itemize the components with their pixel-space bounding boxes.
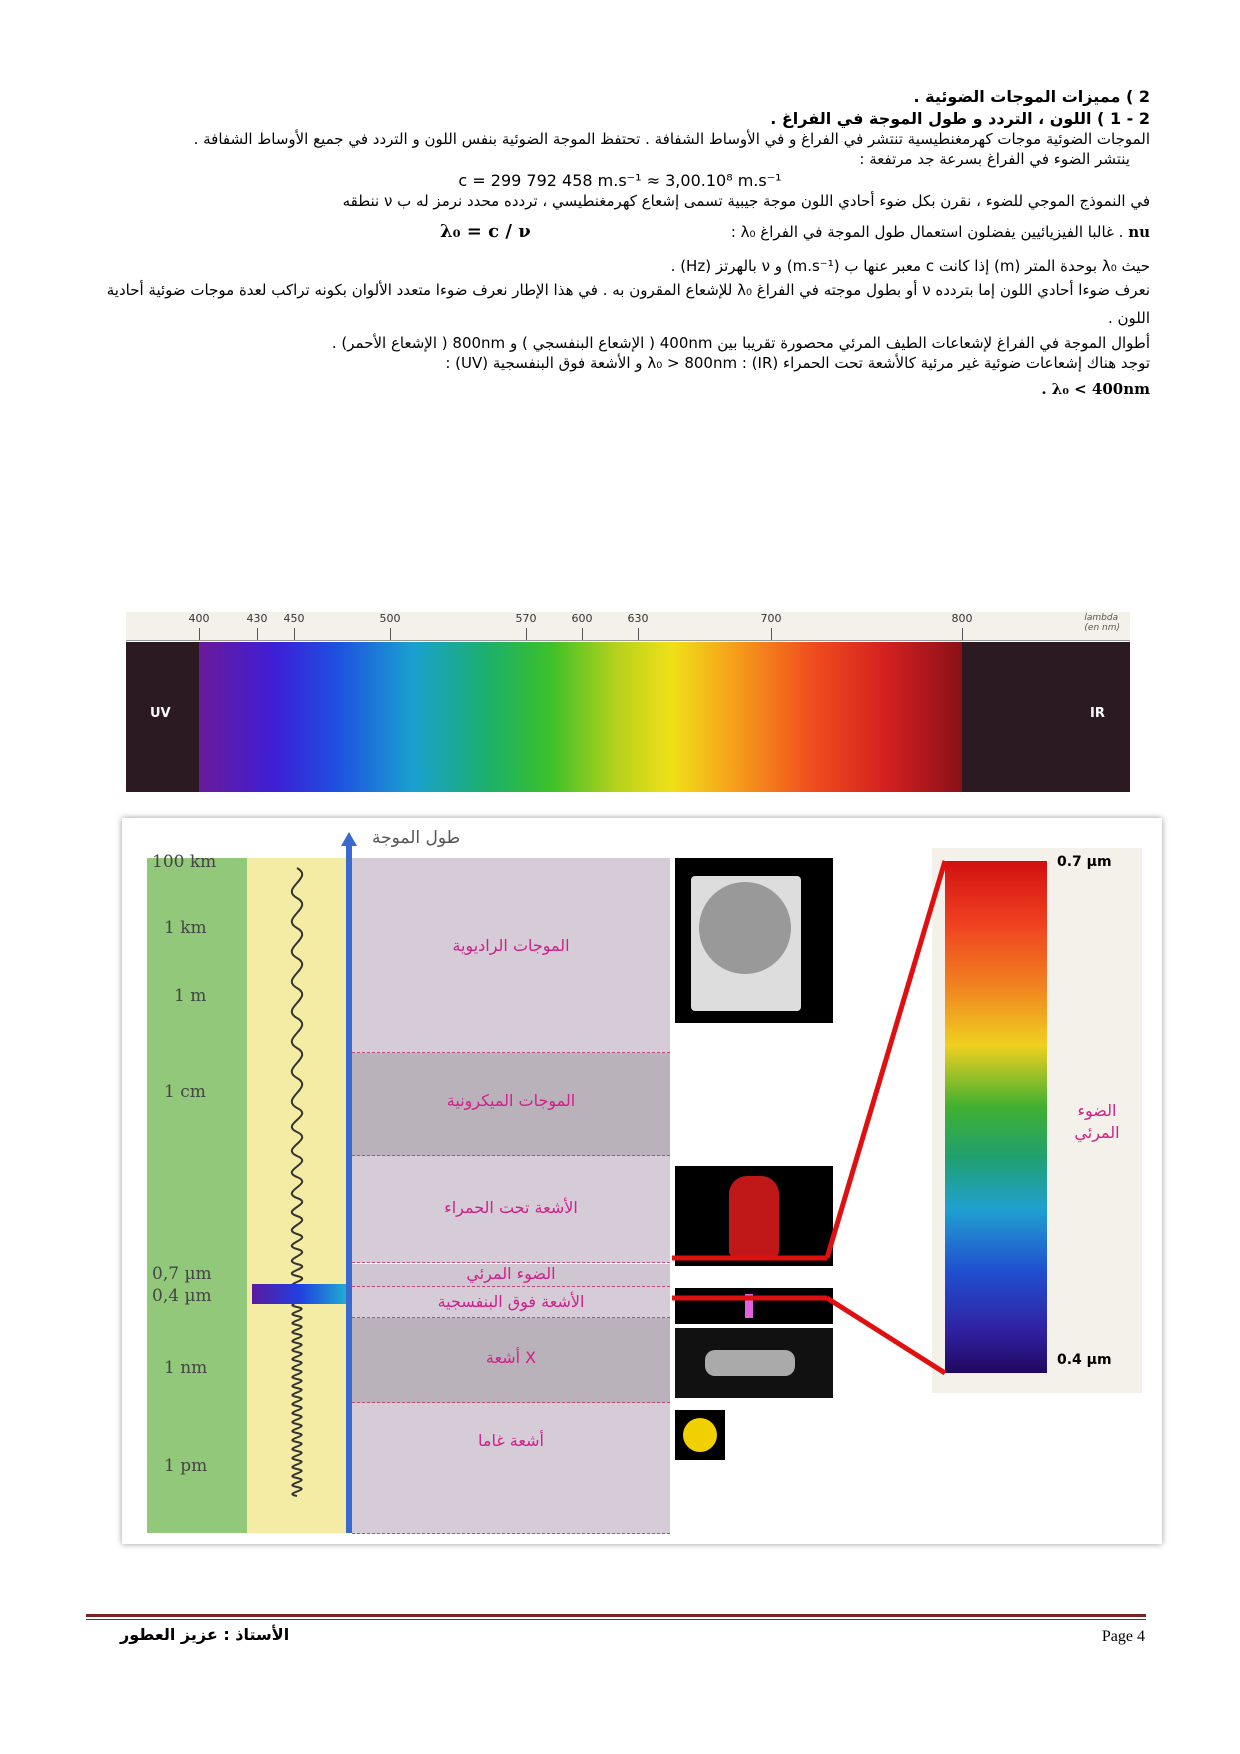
- tick-label: 600: [571, 612, 593, 625]
- paragraph-waves: الموجات الضوئية موجات كهرمغنطيسية تنتشر في الفراغ و في الأوساط الشفافة . تحتفظ الموجة الضوئية بنفس اللون و التردد في جميع الأوساط الشفافة .: [193, 130, 1150, 149]
- tick-label: 400: [188, 612, 210, 625]
- footer-rule: [86, 1614, 1146, 1617]
- scale-label: 0,4 µm: [152, 1286, 212, 1306]
- spectrum-bar: [126, 642, 1130, 792]
- paragraph-units: حيث λ₀ بوحدة المتر (m) إذا كانت c معبر عنها ب (m.s⁻¹) و ν بالهرتز (Hz) .: [670, 256, 1150, 275]
- scale-label: 1 km: [164, 918, 207, 938]
- electromagnetic-spectrum-figure: [122, 818, 1162, 1544]
- paragraph-speed-intro: ينتشر الضوء في الفراغ بسرعة جد مرتفعة :: [859, 150, 1130, 169]
- tick-label: 700: [760, 612, 782, 625]
- paragraph-uv-range: λ₀ < 400nm .: [1041, 380, 1150, 399]
- section-heading: 2 ) مميزات الموجات الضوئية .: [913, 87, 1150, 106]
- lesson-text: [90, 86, 1150, 400]
- uv-label: UV: [150, 706, 171, 721]
- band-microwave: الموجات الميكرونية: [352, 1053, 670, 1156]
- paragraph-wave-model: في النموذج الموجي للضوء ، نقرن بكل ضوء أحادي اللون موجة جيبية تسمى إشعاع كهرمغنطيسي ، تردده محدد نرمز له ب ν ننطقه: [342, 192, 1150, 211]
- visible-light-label: الضوء المرئي: [1074, 1101, 1120, 1143]
- scale-label: 1 m: [174, 986, 207, 1006]
- scale-label: 1 cm: [164, 1082, 206, 1102]
- page-number: Page 4: [1101, 1628, 1145, 1645]
- paragraph-monochromatic: نعرف ضوءا أحادي اللون إما بتردده ν أو بطول موجته في الفراغ λ₀ للإشعاع المقرون به . في هذا الإطار نعرف ضوءا متعدد الألوان بكونه تراكب لعدة موجات ضوئية أحادية اللون .: [106, 280, 1150, 328]
- band-xray: أشعة X: [352, 1318, 670, 1403]
- axis-title: طول الموجة: [372, 828, 461, 848]
- scale-label: 100 km: [152, 852, 217, 872]
- paragraph-visible-range: أطوال الموجة في الفراغ لإشعاعات الطيف المرئي محصورة تقريبا بين 400nm ( الإشعاع البنفسجي ) و 800nm ( الإشعاع الأحمر) .: [331, 333, 1150, 352]
- band-visible: الضوء المرئي: [352, 1264, 670, 1287]
- wavelength-scale: [126, 612, 1130, 641]
- footer-author: الأستاذ : عزيز العطور: [120, 1625, 290, 1644]
- scale-label: 0,7 µm: [152, 1264, 212, 1284]
- lambda-definition-row: [90, 212, 1150, 256]
- band-radio: الموجات الراديوية: [352, 858, 670, 1053]
- ir-label: IR: [1090, 706, 1105, 721]
- visible-bottom-label: 0.4 µm: [1057, 1352, 1112, 1368]
- tick-label: 430: [246, 612, 268, 625]
- lambda-formula: λ₀ = c / ν: [440, 220, 531, 242]
- tick-label: 500: [379, 612, 401, 625]
- zoom-lines: [122, 818, 1162, 1544]
- band-gamma: أشعة غاما: [352, 1403, 670, 1534]
- wavelength-unit: lambda (en nm): [1084, 613, 1120, 633]
- tick-label: 630: [627, 612, 649, 625]
- band-infrared: الأشعة تحت الحمراء: [352, 1156, 670, 1263]
- visible-top-label: 0.7 µm: [1057, 854, 1112, 870]
- scale-label: 1 pm: [164, 1456, 208, 1476]
- scale-label: 1 nm: [164, 1358, 208, 1378]
- tick-label: 570: [515, 612, 537, 625]
- paragraph-lambda-intro: . غالبا الفيزيائيين يفضلون استعمال طول الموجة في الفراغ λ₀ :: [730, 222, 1129, 241]
- tick-label: 800: [951, 612, 973, 625]
- band-ultraviolet: الأشعة فوق البنفسجية: [352, 1287, 670, 1318]
- visible-band: [199, 642, 962, 792]
- speed-formula: c = 299 792 458 m.s⁻¹ ≈ 3,00.10⁸ m.s⁻¹: [458, 170, 782, 190]
- tick-label: 450: [283, 612, 305, 625]
- footer-rule: [86, 1619, 1146, 1620]
- paragraph-invisible: توجد هناك إشعاعات ضوئية غير مرئية كالأشعة تحت الحمراء (IR) : λ₀ > 800nm و الأشعة فوق البنفسجية (UV) :: [445, 354, 1150, 373]
- subsection-heading: 2 - 1 ) اللون ، التردد و طول الموجة في الفراغ .: [770, 108, 1150, 128]
- visible-spectrum-figure: [118, 612, 1138, 802]
- nu-word: nu: [1128, 222, 1150, 241]
